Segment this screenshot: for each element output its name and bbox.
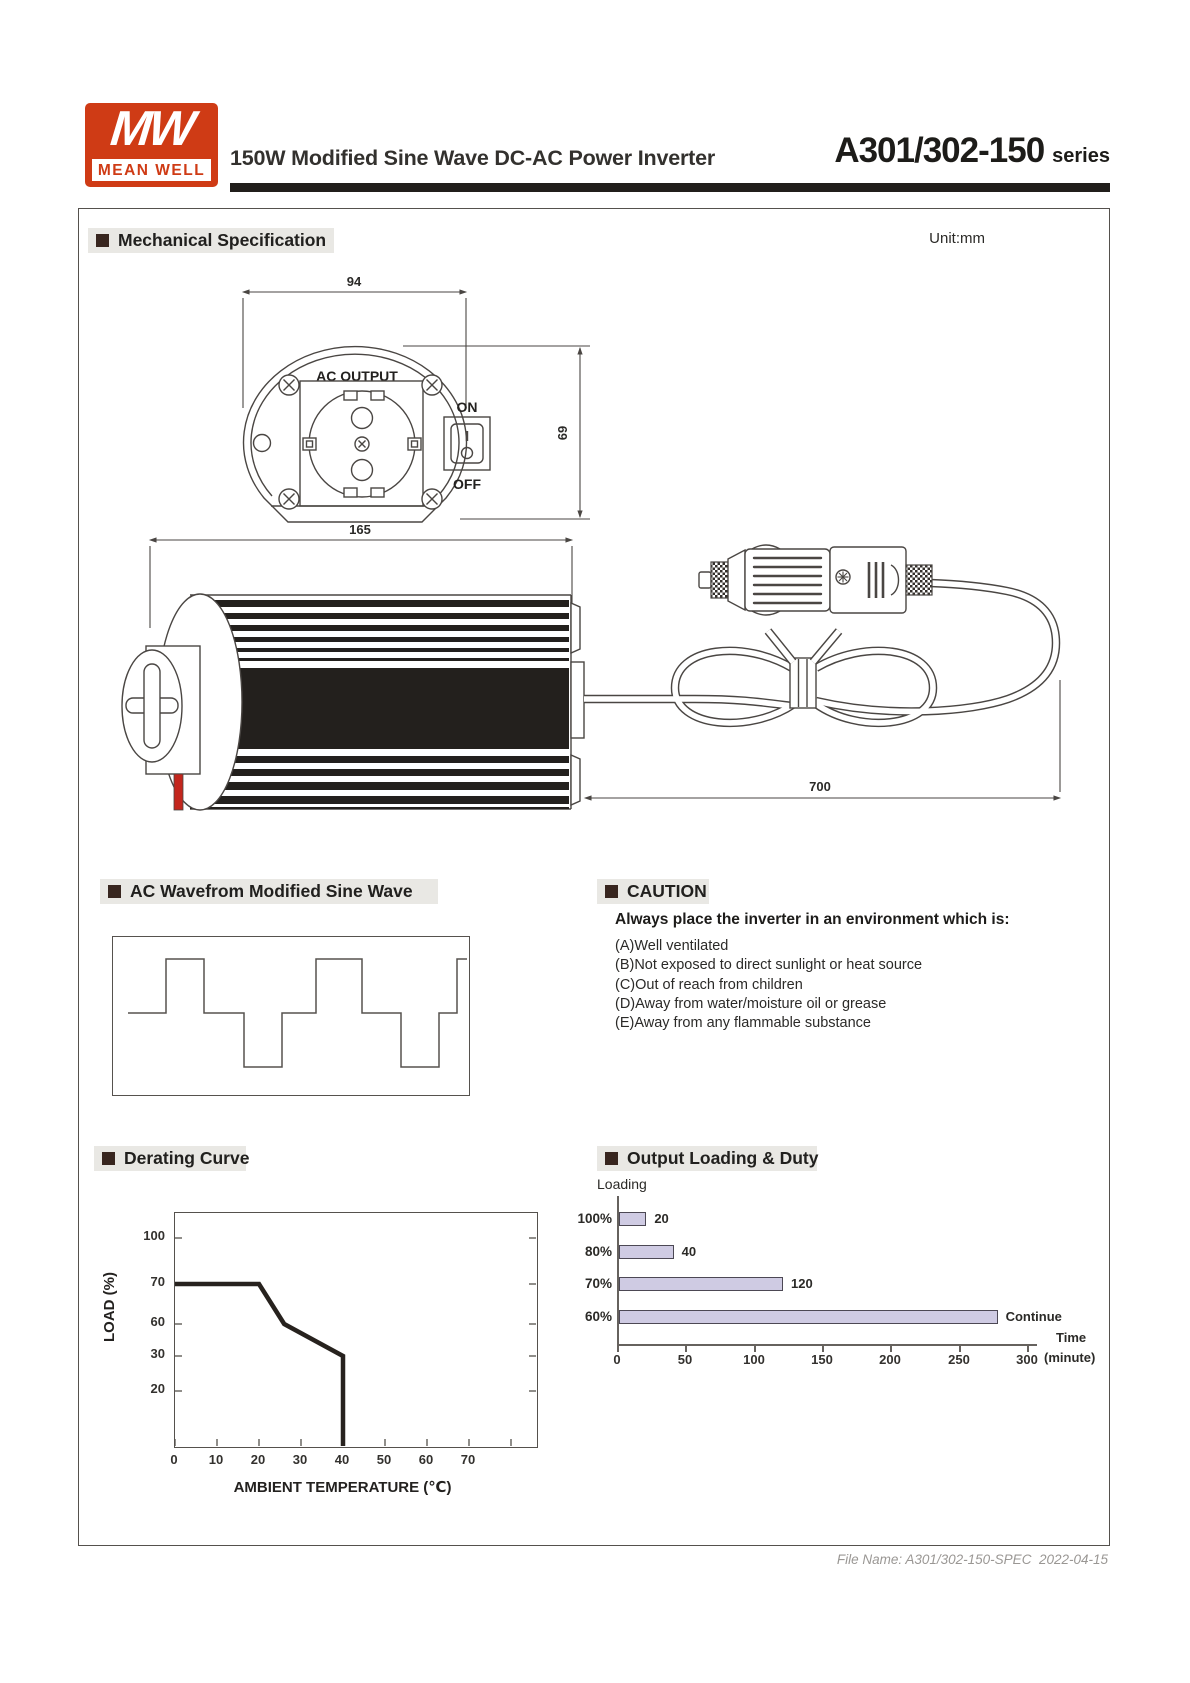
duty-bar-value: 40 [681,1243,697,1259]
caution-item: (E)Away from any flammable substance [615,1015,872,1032]
derating-y-tick-label: 100 [143,1228,165,1243]
derating-y-tick-label: 70 [150,1274,165,1289]
derating-x-tick-label: 30 [292,1452,308,1467]
section-caution [597,879,709,904]
duty-bar-value: 20 [654,1211,669,1226]
duty-category-label: 60% [584,1309,612,1325]
section-output-loading-duty [597,1146,817,1171]
section-title: AC Wavefrom Modified Sine Wave [130,881,413,901]
duty-category-label: 70% [584,1276,612,1292]
duty-category-label: 100% [577,1211,612,1226]
duty-bar-value: 120 [791,1276,813,1292]
section-derating-curve [94,1146,250,1171]
derating-y-tick-label: 60 [150,1314,165,1329]
off-label: OFF [453,476,481,492]
caution-intro: Always place the inverter in an environment which is: [615,911,1010,928]
duty-x-tick-label: 200 [879,1352,901,1367]
derating-y-tick-label: 20 [150,1381,165,1396]
section-title: Output Loading & Duty [627,1148,819,1168]
dim-length-label: 165 [349,522,371,537]
document-title: 150W Modified Sine Wave DC-AC Power Inverter [230,146,716,170]
on-label: ON [456,399,478,415]
section-title: Mechanical Specification [118,230,327,250]
duty-x-tick-label: 50 [677,1352,693,1367]
red-indicator [174,774,183,810]
dim-width-label: 94 [346,274,362,289]
derating-y-tick-label: 30 [150,1346,165,1361]
section-square-icon [96,234,109,247]
derating-x-tick-label: 50 [376,1452,392,1467]
logo-brand-text: MEAN WELL [92,159,211,181]
duty-axis-title: Loading [597,1176,647,1192]
cable-gland [571,662,584,738]
duty-bar [619,1212,646,1226]
caution-item: (A)Well ventilated [615,938,729,954]
duty-x-tick-label: 150 [811,1352,833,1367]
caution-list [615,937,922,1033]
header-rule [230,183,1110,192]
section-square-icon [605,1152,618,1165]
logo-mw-icon: MW [108,102,195,156]
derating-x-axis-label: AMBIENT TEMPERATURE (℃) [233,1479,452,1496]
derating-x-tick-label: 0 [170,1452,178,1467]
caution-item: (D)Away from water/moisture oil or grease [615,995,887,1012]
duty-x-tick-label: 100 [743,1352,765,1367]
waveform-figure [112,936,470,1096]
cigarette-plug-drawing [699,545,932,615]
derating-x-tick-label: 60 [418,1452,434,1467]
section-square-icon [102,1152,115,1165]
section-title: CAUTION [627,881,707,901]
derating-y-axis-label: LOAD (%) [101,1272,118,1343]
dim-height-label: 69 [555,425,570,441]
duty-x-tick-label: 300 [1016,1352,1038,1367]
duty-bar-value: Continue [1005,1309,1062,1325]
thumb-knob [122,650,182,762]
series-suffix: series [1052,145,1110,167]
duty-x-axis [617,1344,1037,1346]
front-view-drawing [243,274,590,522]
caution-item: (B)Not exposed to direct sunlight or heat source [615,957,923,974]
duty-bar [619,1310,998,1324]
cable-tie [790,658,816,708]
model-number: A301/302-150 [834,131,1045,170]
duty-bar [619,1277,783,1291]
derating-chart [174,1212,538,1448]
file-info: File Name: A301/302-150-SPEC 2022-04-15 [836,1552,1108,1567]
model-block [640,131,1110,171]
duty-x-axis-label-minute: (minute) [1044,1350,1096,1365]
section-ac-waveform [100,879,438,904]
caution-item: (C)Out of reach from children [615,976,803,993]
mechanical-drawing [90,250,1110,820]
unit-label: Unit:mm [929,230,985,247]
duty-x-tick-label: 250 [948,1352,970,1367]
derating-x-tick-label: 10 [208,1452,224,1467]
duty-x-axis-label-time: Time [1056,1330,1087,1345]
duty-x-tick-label: 0 [613,1352,621,1367]
section-square-icon [108,885,121,898]
duty-bar [619,1245,674,1259]
derating-x-tick-label: 20 [250,1452,266,1467]
derating-x-tick-label: 70 [460,1452,476,1467]
meanwell-logo [85,103,218,187]
duty-category-label: 80% [584,1243,612,1259]
section-square-icon [605,885,618,898]
dim-cable-label: 700 [809,779,831,794]
ac-output-label: AC OUTPUT [316,368,398,384]
derating-x-tick-label: 40 [334,1452,350,1467]
section-title: Derating Curve [124,1148,250,1168]
